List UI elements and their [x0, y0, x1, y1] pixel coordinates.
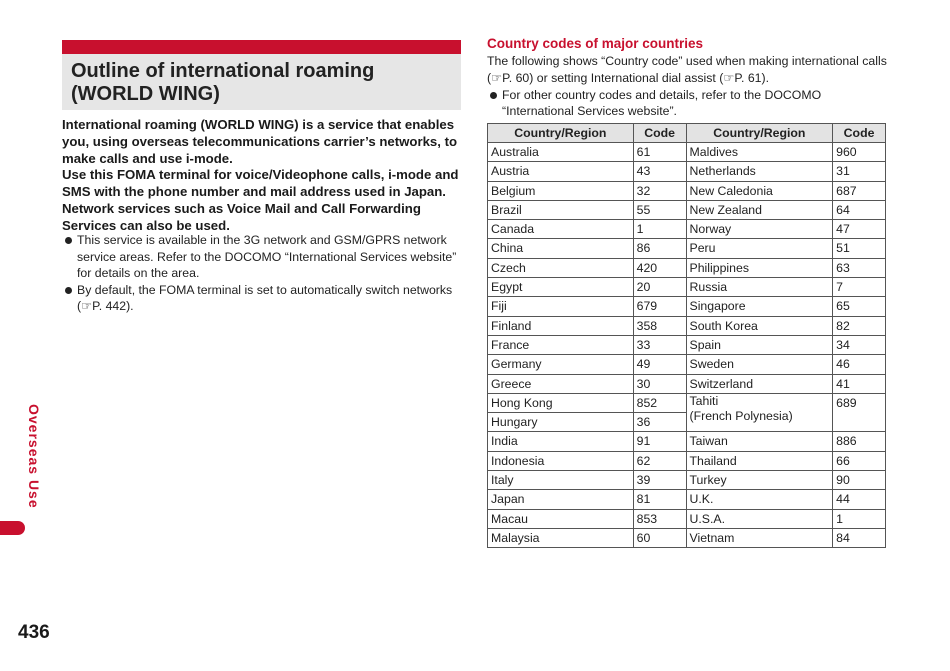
code-cell: 66	[833, 451, 886, 470]
code-cell: 20	[633, 278, 686, 297]
code-cell: 63	[833, 258, 886, 277]
code-cell: 60	[633, 528, 686, 547]
column-header-code-right: Code	[833, 124, 886, 143]
country-cell: Australia	[488, 143, 634, 162]
country-cell: Egypt	[488, 278, 634, 297]
code-cell: 1	[633, 220, 686, 239]
country-cell: Austria	[488, 162, 634, 181]
chapter-side-tab	[0, 521, 25, 535]
country-cell: Hong Kong	[488, 393, 634, 412]
country-cell: China	[488, 239, 634, 258]
table-row	[488, 143, 886, 162]
code-cell: 886	[833, 432, 886, 451]
code-cell: 44	[833, 490, 886, 509]
description-text: The following shows “Country code” used when making international calls (☞P. 60) or setting International dial assist (☞P. 61).	[487, 54, 887, 85]
section-title-box	[62, 54, 461, 110]
country-cell	[686, 393, 833, 432]
code-cell: 36	[633, 413, 686, 432]
country-cell: Finland	[488, 316, 634, 335]
code-cell: 7	[833, 278, 886, 297]
country-codes-description	[487, 53, 887, 120]
intro-paragraph-1: International roaming (WORLD WING) is a service that enables you, using overseas telecommunications carrier’s networks, to make calls and use i-mode.	[62, 117, 458, 166]
country-cell: New Caledonia	[686, 181, 833, 200]
country-cell: Germany	[488, 355, 634, 374]
code-cell: 51	[833, 239, 886, 258]
table-row	[488, 509, 886, 528]
code-cell: 41	[833, 374, 886, 393]
country-cell: India	[488, 432, 634, 451]
intro-paragraph-2: Use this FOMA terminal for voice/Videophone calls, i-mode and SMS with the phone number and mail address used in Japan. Network services such as Voice Mail and Call Forwarding Services can also be used.	[62, 167, 459, 233]
code-cell: 55	[633, 200, 686, 219]
code-cell: 61	[633, 143, 686, 162]
table-row	[488, 181, 886, 200]
country-cell: Taiwan	[686, 432, 833, 451]
table-body	[488, 143, 886, 548]
table-header-row	[488, 124, 886, 143]
country-cell: Macau	[488, 509, 634, 528]
country-cell: Hungary	[488, 413, 634, 432]
country-cell: Spain	[686, 335, 833, 354]
note-text: By default, the FOMA terminal is set to automatically switch networks (☞P. 442).	[77, 282, 453, 313]
country-name: Tahiti	[689, 393, 719, 408]
country-cell: Thailand	[686, 451, 833, 470]
code-cell: 687	[833, 181, 886, 200]
bullet-dot-icon	[65, 287, 72, 294]
country-cell: Canada	[488, 220, 634, 239]
table-row	[488, 393, 886, 412]
bullet-dot-icon	[65, 237, 72, 244]
code-cell: 43	[633, 162, 686, 181]
table-row	[488, 471, 886, 490]
code-cell: 689	[833, 393, 886, 432]
table-row	[488, 451, 886, 470]
country-cell: Peru	[686, 239, 833, 258]
table-row	[488, 316, 886, 335]
country-cell: Indonesia	[488, 451, 634, 470]
country-cell: Sweden	[686, 355, 833, 374]
code-cell: 33	[633, 335, 686, 354]
country-cell: Netherlands	[686, 162, 833, 181]
reference-note	[487, 87, 887, 121]
column-header-country-left: Country/Region	[488, 124, 634, 143]
code-cell: 30	[633, 374, 686, 393]
country-codes-table	[487, 123, 886, 548]
country-cell: Italy	[488, 471, 634, 490]
code-cell: 420	[633, 258, 686, 277]
code-cell: 32	[633, 181, 686, 200]
table-row	[488, 297, 886, 316]
country-cell: Czech	[488, 258, 634, 277]
column-header-country-right: Country/Region	[686, 124, 833, 143]
country-cell: Philippines	[686, 258, 833, 277]
code-cell: 49	[633, 355, 686, 374]
country-cell: Vietnam	[686, 528, 833, 547]
reference-note-text: For other country codes and details, refer to the DOCOMO “International Services website”.	[502, 87, 822, 119]
table-row	[488, 432, 886, 451]
country-cell: Brazil	[488, 200, 634, 219]
code-cell: 62	[633, 451, 686, 470]
code-cell: 65	[833, 297, 886, 316]
code-cell: 34	[833, 335, 886, 354]
country-cell: Greece	[488, 374, 634, 393]
code-cell: 853	[633, 509, 686, 528]
country-cell: South Korea	[686, 316, 833, 335]
note-text: This service is available in the 3G network and GSM/GPRS network service areas. Refer to the DOCOMO “International Services website” for details on the area.	[77, 233, 457, 280]
code-cell: 47	[833, 220, 886, 239]
table-row	[488, 258, 886, 277]
column-header-code-left: Code	[633, 124, 686, 143]
country-cell: Fiji	[488, 297, 634, 316]
country-subnote: (French Polynesia)	[689, 408, 793, 423]
table-row	[488, 162, 886, 181]
code-cell: 90	[833, 471, 886, 490]
code-cell: 84	[833, 528, 886, 547]
code-cell: 852	[633, 393, 686, 412]
table-row	[488, 355, 886, 374]
code-cell: 358	[633, 316, 686, 335]
table-row	[488, 335, 886, 354]
country-cell: Maldives	[686, 143, 833, 162]
bullet-dot-icon	[490, 92, 497, 99]
code-cell: 1	[833, 509, 886, 528]
page-title: Outline of international roaming (WORLD WING)	[71, 60, 375, 105]
code-cell: 679	[633, 297, 686, 316]
country-cell: France	[488, 335, 634, 354]
note-item	[62, 232, 462, 282]
note-item	[62, 282, 462, 315]
country-cell: U.S.A.	[686, 509, 833, 528]
code-cell: 81	[633, 490, 686, 509]
page-number: 436	[18, 622, 50, 643]
country-cell: Russia	[686, 278, 833, 297]
country-cell: Singapore	[686, 297, 833, 316]
intro-text	[62, 117, 462, 235]
table-row	[488, 528, 886, 547]
country-cell: Norway	[686, 220, 833, 239]
code-cell: 39	[633, 471, 686, 490]
code-cell: 46	[833, 355, 886, 374]
table-row	[488, 239, 886, 258]
code-cell: 82	[833, 316, 886, 335]
code-cell: 64	[833, 200, 886, 219]
title-accent-bar	[62, 40, 461, 54]
country-cell: Malaysia	[488, 528, 634, 547]
table-row	[488, 278, 886, 297]
country-cell: Turkey	[686, 471, 833, 490]
code-cell: 86	[633, 239, 686, 258]
code-cell: 91	[633, 432, 686, 451]
country-cell: Belgium	[488, 181, 634, 200]
code-cell: 960	[833, 143, 886, 162]
country-codes-heading: Country codes of major countries	[487, 36, 704, 51]
country-cell: Switzerland	[686, 374, 833, 393]
country-cell: Japan	[488, 490, 634, 509]
table-row	[488, 374, 886, 393]
country-cell: U.K.	[686, 490, 833, 509]
chapter-side-label: Overseas Use	[26, 404, 42, 509]
table-row	[488, 220, 886, 239]
country-cell: New Zealand	[686, 200, 833, 219]
code-cell: 31	[833, 162, 886, 181]
table-row	[488, 200, 886, 219]
notes-list	[62, 232, 462, 315]
table-row	[488, 490, 886, 509]
